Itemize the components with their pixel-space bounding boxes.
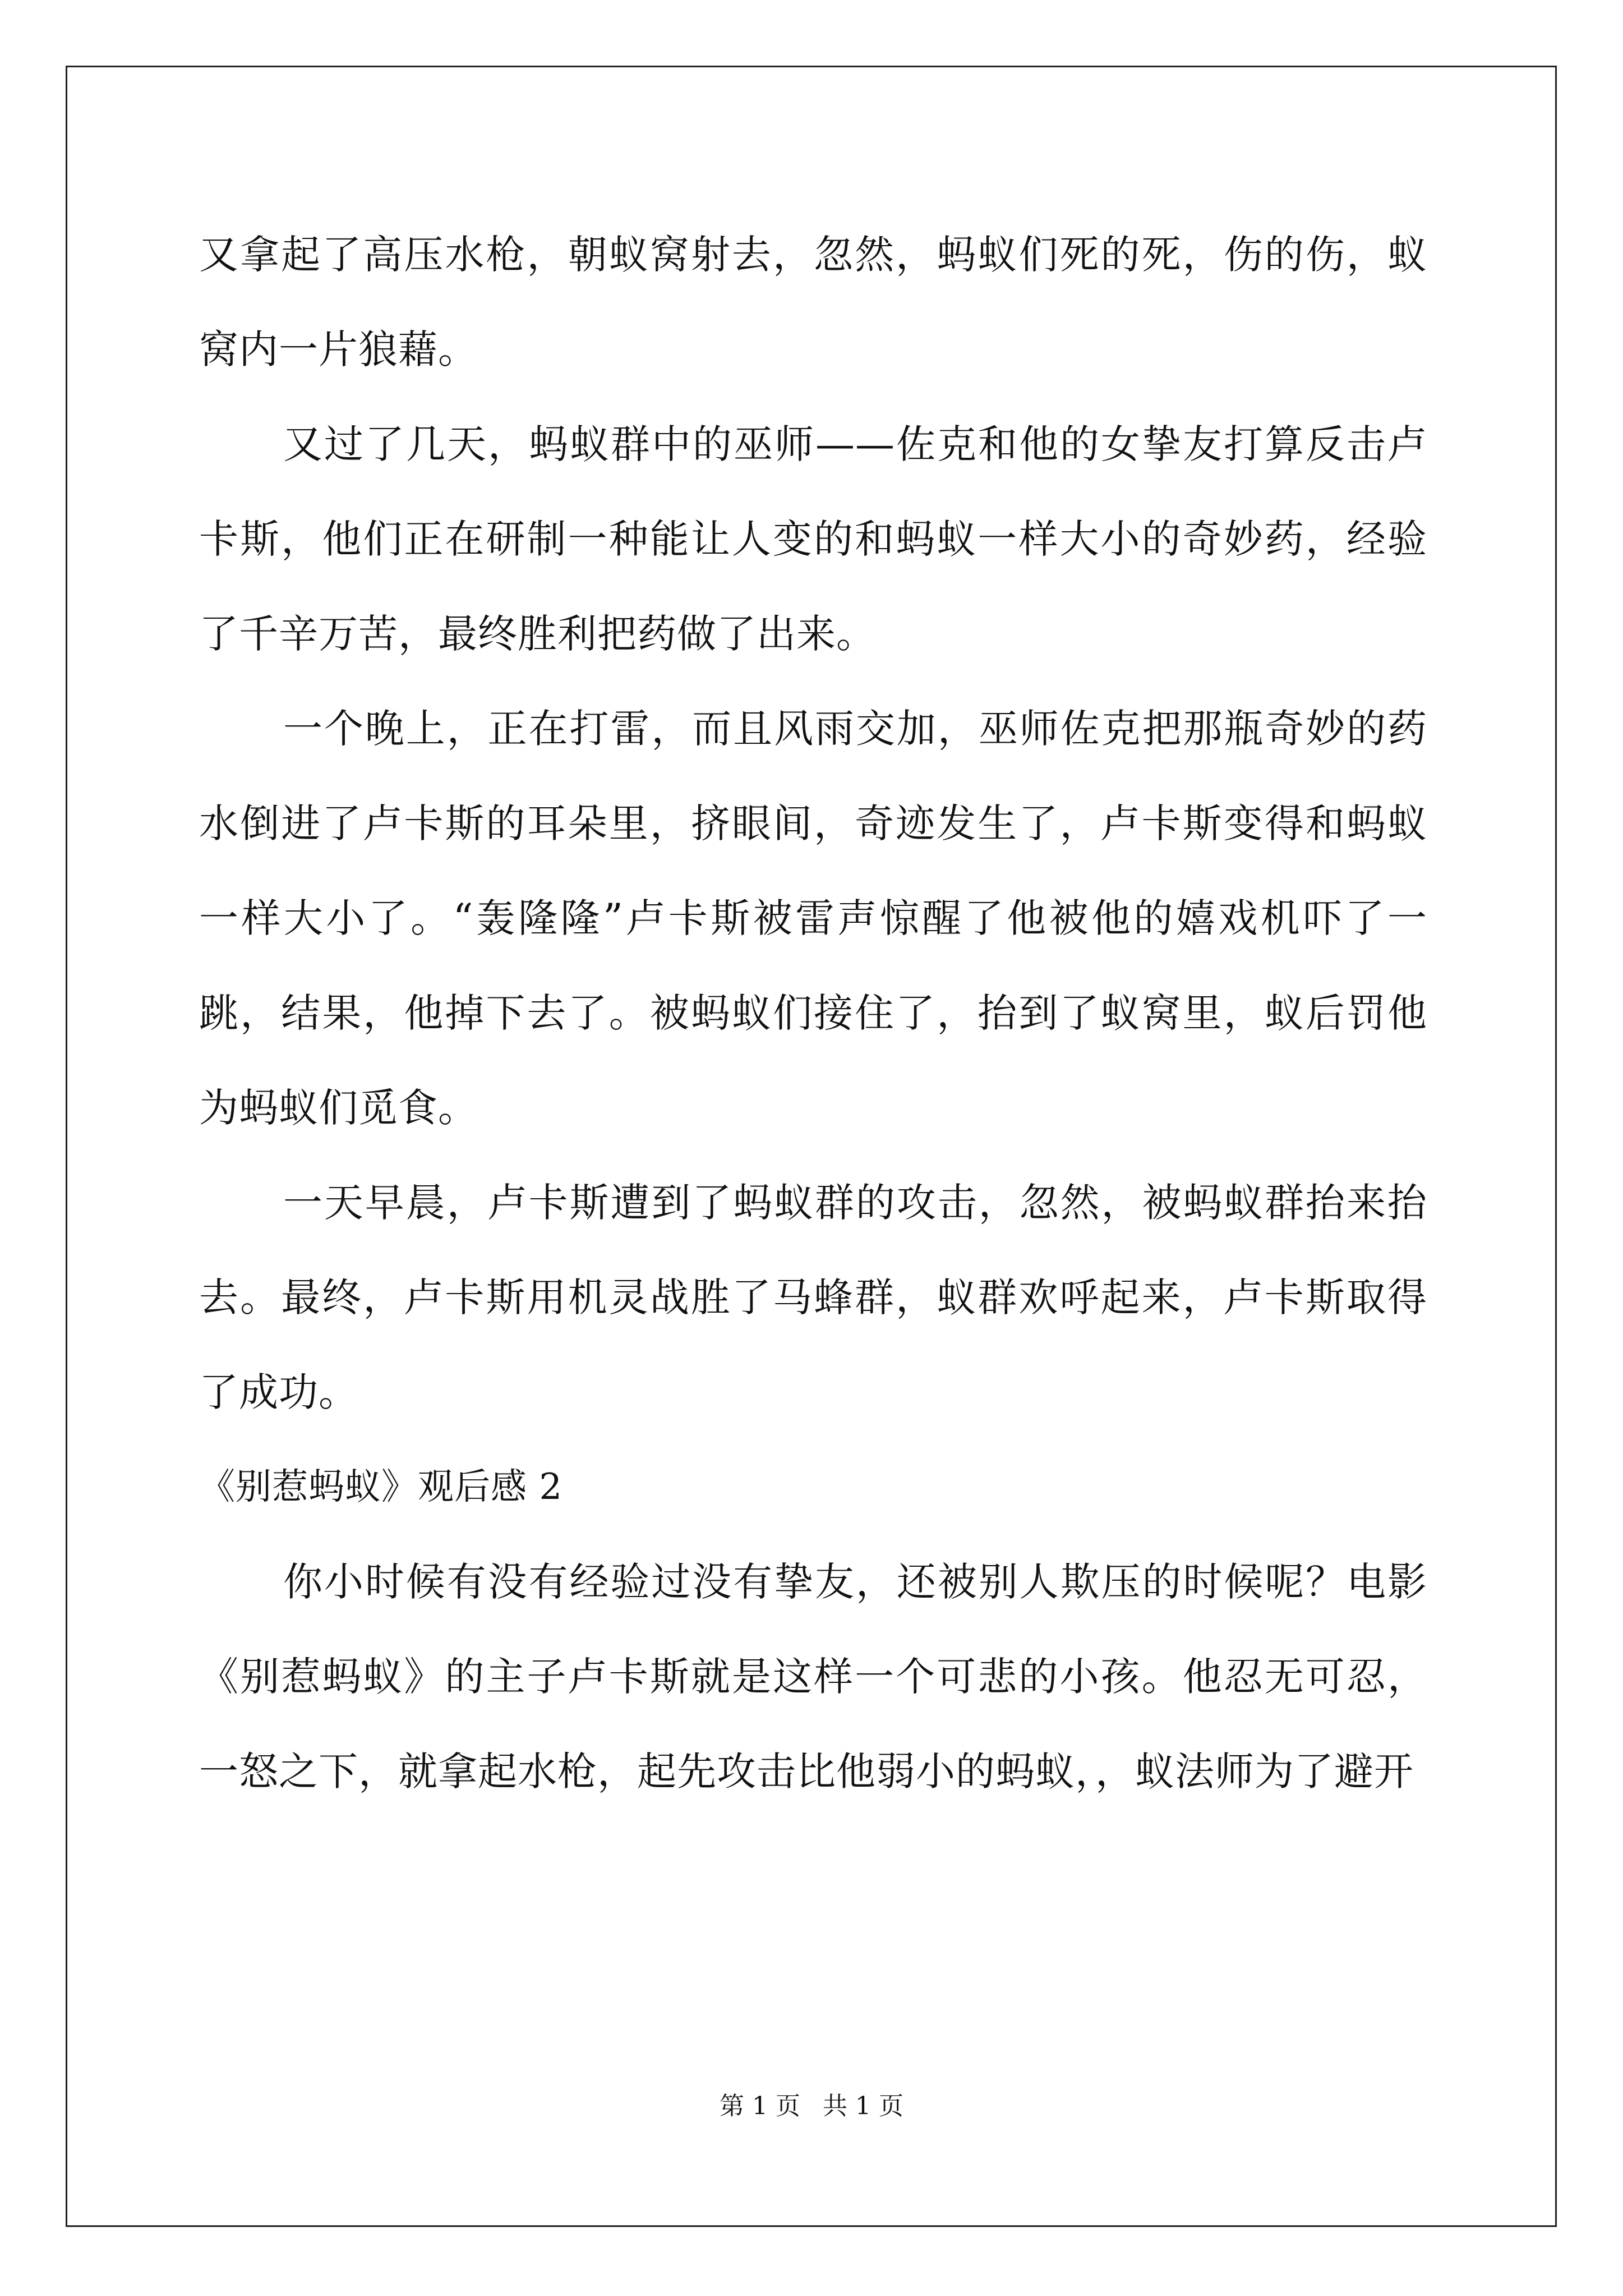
page-number: 第 1 页 xyxy=(720,2092,800,2120)
paragraph-5: 你小时候有没有经验过没有挚友，还被别人欺压的时候呢？电影《别惹蚂蚁》的主子卢卡斯就是这样一个可悲的小孩。他忍无可忍，一怒之下，就拿起水枪，起先攻击比他弱小的蚂蚁，，蚁法师为了避开 xyxy=(199,1559,1427,1795)
paragraph-4: 一天早晨，卢卡斯遭到了蚂蚁群的攻击，忽然，被蚂蚁群抬来抬去。最终，卢卡斯用机灵战胜了马蜂群，蚁群欢呼起来，卢卡斯取得了成功。 xyxy=(199,1180,1427,1415)
paragraph-3: 一个晚上，正在打雷，而且风雨交加，巫师佐克把那瓶奇妙的药水倒进了卢卡斯的耳朵里，挤眼间，奇迹发生了，卢卡斯变得和蚂蚁一样大小了。“轰隆隆”卢卡斯被雷声惊醒了他被他的嬉戏机吓了一跳，结果，他掉下去了。被蚂蚁们接住了，抬到了蚁窝里，蚁后罚他为蚂蚁们觅食。 xyxy=(199,706,1427,1131)
page-footer xyxy=(0,2090,1623,2123)
document-body xyxy=(199,208,1427,1819)
section-heading: 《别惹蚂蚁》观后感 2 xyxy=(199,1466,563,1508)
paragraph-1: 又拿起了高压水枪，朝蚁窝射去，忽然，蚂蚁们死的死，伤的伤，蚁窝内一片狼藉。 xyxy=(199,232,1427,372)
paragraph-2: 又过了几天，蚂蚁群中的巫师——佐克和他的女挚友打算反击卢卡斯，他们正在研制一种能让人变的和蚂蚁一样大小的奇妙药，经验了千辛万苦，最终胜利把药做了出来。 xyxy=(199,421,1427,657)
page-total: 共 1 页 xyxy=(823,2092,903,2120)
